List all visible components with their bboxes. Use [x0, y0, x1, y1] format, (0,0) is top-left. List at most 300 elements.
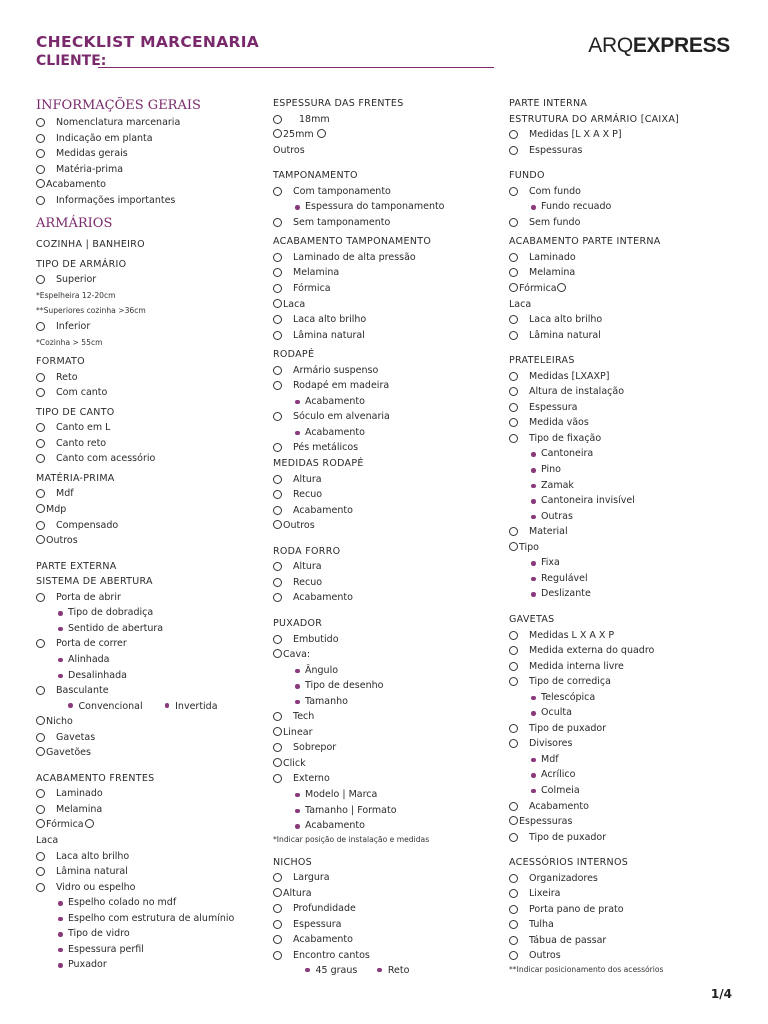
checklist-item[interactable]: Acabamento [36, 177, 256, 193]
checkbox-icon[interactable] [509, 542, 518, 551]
checklist-item[interactable]: Laminado de alta pressão [273, 250, 493, 266]
heading: NICHOS [273, 856, 312, 868]
checkbox-icon[interactable] [273, 743, 282, 752]
checkbox-icon[interactable] [509, 905, 518, 914]
heading: RODA FORRO [273, 545, 341, 557]
heading: TAMPONAMENTO [273, 170, 358, 182]
note: **Indicar posicionamento dos acessórios [509, 964, 664, 974]
checkbox-icon[interactable] [273, 315, 282, 324]
bullet-icon [531, 789, 536, 794]
checkbox-icon[interactable] [36, 535, 45, 544]
checklist-item[interactable]: Porta de abrir [36, 590, 256, 606]
sub-item[interactable]: Tamanho | Formato [273, 803, 493, 819]
bullet-icon [295, 669, 300, 674]
checklist-item[interactable]: Reto [36, 370, 256, 386]
sub-item[interactable]: Colmeia [509, 783, 739, 799]
checklist-item[interactable]: Tipo de fixação [509, 431, 739, 447]
bullet-icon [58, 963, 63, 968]
bullet-icon [58, 658, 63, 663]
sub-item[interactable]: Sentido de abertura [36, 621, 256, 637]
checklist-item[interactable]: Acabamento [273, 503, 493, 519]
checklist-item[interactable]: Nicho [36, 714, 256, 730]
checkbox-icon[interactable] [273, 727, 282, 736]
checklist-item[interactable]: Altura [273, 559, 493, 575]
checkbox-icon[interactable] [273, 284, 282, 293]
checklist-item[interactable]: Indicação em planta [36, 131, 256, 147]
heading: ACABAMENTO FRENTES [36, 772, 155, 784]
checkbox-icon[interactable] [36, 322, 45, 331]
sub-item-row[interactable]: Convencional Invertida [36, 699, 256, 715]
checkbox-icon[interactable] [509, 146, 518, 155]
checkbox-icon[interactable] [509, 268, 518, 277]
checklist-item[interactable]: Profundidade [273, 901, 493, 917]
checklist-item[interactable]: Fórmica [36, 817, 256, 833]
checkbox-icon[interactable] [509, 418, 518, 427]
sub-item[interactable]: Acrílico [509, 767, 739, 783]
checklist-item[interactable]: Com fundo [509, 184, 739, 200]
note: *Indicar posição de instalação e medidas [273, 834, 430, 844]
checkbox-icon[interactable] [36, 819, 45, 828]
checklist-item[interactable]: Fórmica [273, 281, 493, 297]
checkbox-icon[interactable] [36, 439, 45, 448]
bullet-icon [531, 758, 536, 763]
heading: ACESSÓRIOS INTERNOS [509, 857, 629, 869]
checkbox-icon[interactable] [273, 253, 282, 262]
checkbox-icon[interactable] [36, 747, 45, 756]
checklist-item[interactable]: Altura de instalação [509, 384, 739, 400]
bullet-icon [531, 711, 536, 716]
checklist-item[interactable]: Canto em L [36, 420, 256, 436]
sub-item[interactable]: Tamanho [273, 694, 493, 710]
bullet-icon [295, 684, 300, 689]
checkbox-icon[interactable] [36, 489, 45, 498]
heading: FORMATO [36, 356, 85, 368]
checklist-item[interactable]: Medidas [L X A X P] [509, 127, 739, 143]
checklist-item[interactable]: Espessuras [509, 814, 739, 830]
heading: PARTE EXTERNA [36, 560, 117, 572]
checklist-item[interactable]: Rodapé em madeira [273, 378, 493, 394]
checkbox-icon[interactable] [317, 129, 326, 138]
checklist-item[interactable]: Medidas L X A X P [509, 628, 739, 644]
checkbox-icon[interactable] [509, 527, 518, 536]
bullet-icon [531, 773, 536, 778]
checklist-item[interactable]: Lâmina natural [36, 864, 256, 880]
client-label: CLIENTE: [36, 53, 107, 69]
section-title: INFORMAÇÕES GERAIS [36, 98, 201, 113]
checklist-item[interactable]: Fórmica [509, 281, 739, 297]
logo: ARQEXPRESS [588, 34, 730, 57]
checkbox-icon[interactable] [273, 443, 282, 452]
checklist-item[interactable]: Espessuras [509, 143, 739, 159]
sub-item[interactable]: Acabamento [273, 818, 493, 834]
checkbox-icon[interactable] [36, 852, 45, 861]
bullet-icon [531, 205, 536, 210]
checkbox-icon[interactable] [273, 520, 282, 529]
checkbox-icon[interactable] [273, 268, 282, 277]
checklist-item[interactable]: Laca [273, 297, 493, 313]
sub-item[interactable]: Fundo recuado [509, 199, 739, 215]
checklist-item[interactable]: Laminado [36, 786, 256, 802]
checklist-item[interactable]: Porta pano de prato [509, 902, 739, 918]
checkbox-icon[interactable] [36, 134, 45, 143]
heading: ACABAMENTO PARTE INTERNA [509, 236, 661, 248]
sub-item[interactable]: Telescópica [509, 690, 739, 706]
checklist-item[interactable]: Laca alto brilho [273, 312, 493, 328]
checklist-item[interactable]: Matéria-prima [36, 162, 256, 178]
checkbox-icon[interactable] [509, 662, 518, 671]
checklist-item[interactable]: Tipo [509, 540, 739, 556]
checkbox-icon[interactable] [509, 889, 518, 898]
checkbox-icon[interactable] [273, 187, 282, 196]
checklist-item[interactable]: Espessura [509, 400, 739, 416]
checkbox-icon[interactable] [273, 475, 282, 484]
heading: MEDIDAS RODAPÉ [273, 458, 364, 470]
bullet-icon [531, 592, 536, 597]
checklist-item[interactable]: Medidas gerais [36, 146, 256, 162]
checklist-item[interactable]: Material [509, 524, 739, 540]
checkbox-icon[interactable] [273, 774, 282, 783]
checklist-item[interactable]: Basculante [36, 683, 256, 699]
sub-item[interactable]: Tipo de vidro [36, 926, 256, 942]
checkbox-icon[interactable] [36, 521, 45, 530]
checkbox-icon[interactable] [36, 593, 45, 602]
sub-item[interactable]: Alinhada [36, 652, 256, 668]
checkbox-icon[interactable] [509, 816, 518, 825]
plain-label: Laca [36, 834, 59, 846]
checkbox-icon[interactable] [273, 412, 282, 421]
bullet-icon [295, 205, 300, 210]
checkbox-icon[interactable] [509, 646, 518, 655]
checklist-item[interactable]: Cava: [273, 647, 493, 663]
bullet-icon [295, 400, 300, 405]
checkbox-icon[interactable] [36, 423, 45, 432]
checklist-item[interactable]: Largura [273, 870, 493, 886]
checkbox-icon[interactable] [273, 299, 282, 308]
bullet-icon [295, 824, 300, 829]
checkbox-icon[interactable] [36, 118, 45, 127]
checklist-item[interactable]: Canto reto [36, 436, 256, 452]
checkbox-icon[interactable] [36, 789, 45, 798]
heading: TIPO DE CANTO [36, 406, 115, 418]
sub-item[interactable]: Deslizante [509, 586, 739, 602]
checklist-item[interactable]: Medida externa do quadro [509, 643, 739, 659]
heading: PRATELEIRAS [509, 355, 575, 367]
checkbox-icon[interactable] [509, 833, 518, 842]
heading: ACABAMENTO TAMPONAMENTO [273, 236, 432, 248]
checklist-item[interactable]: Mdf [36, 486, 256, 502]
checklist-item[interactable]: Informações importantes [36, 193, 256, 209]
sub-item[interactable]: Puxador [36, 957, 256, 973]
checklist-item[interactable]: Pés metálicos [273, 440, 493, 456]
checklist-item[interactable]: Lixeira [509, 886, 739, 902]
checklist-item[interactable]: Organizadores [509, 871, 739, 887]
checklist-item[interactable]: Linear [273, 725, 493, 741]
checklist-item[interactable]: Melamina [273, 265, 493, 281]
sub-item[interactable]: Tipo de desenho [273, 678, 493, 694]
page-title: CHECKLIST MARCENARIA [36, 33, 260, 51]
bullet-icon [295, 793, 300, 798]
checklist-item[interactable]: 18mm [273, 112, 493, 128]
checklist-item[interactable]: Compensado [36, 518, 256, 534]
sub-item[interactable]: Mdf [509, 752, 739, 768]
checklist-item[interactable]: Lâmina natural [509, 328, 739, 344]
bullet-icon [68, 703, 73, 708]
checklist-item[interactable]: Altura [273, 472, 493, 488]
sub-item[interactable]: Desalinhada [36, 668, 256, 684]
checklist-item[interactable]: Outros [273, 518, 493, 534]
checklist-item[interactable]: Medidas [LXAXP] [509, 369, 739, 385]
checklist-item[interactable]: Tipo de corrediça [509, 674, 739, 690]
sub-item[interactable]: Acabamento [273, 394, 493, 410]
checkbox-icon[interactable] [509, 802, 518, 811]
checklist-item[interactable]: Recuo [273, 575, 493, 591]
bullet-icon [58, 674, 63, 679]
sub-item[interactable]: Modelo | Marca [273, 787, 493, 803]
checkbox-icon[interactable] [509, 253, 518, 262]
checklist-item[interactable]: Tábua de passar [509, 933, 739, 949]
checkbox-icon[interactable] [36, 388, 45, 397]
bullet-icon [531, 468, 536, 473]
checkbox-icon[interactable] [273, 951, 282, 960]
sub-item[interactable]: Cantoneira invisível [509, 493, 739, 509]
heading: MATÉRIA-PRIMA [36, 472, 115, 484]
bullet-icon [58, 932, 63, 937]
checklist-item[interactable]: Acabamento [273, 932, 493, 948]
checkbox-icon[interactable] [36, 165, 45, 174]
client-field-line[interactable] [98, 67, 494, 68]
checklist-item[interactable]: Divisores [509, 736, 739, 752]
checklist-item[interactable]: Tulha [509, 917, 739, 933]
checklist-item[interactable]: Embutido [273, 632, 493, 648]
column-1 [36, 96, 256, 973]
checkbox-icon[interactable] [36, 805, 45, 814]
sub-item[interactable]: Cantoneira [509, 446, 739, 462]
checklist-item[interactable]: Laca alto brilho [36, 849, 256, 865]
bullet-icon [531, 452, 536, 457]
checkbox-icon[interactable] [36, 196, 45, 205]
checkbox-icon[interactable] [273, 331, 282, 340]
checklist-item[interactable]: Sobrepor [273, 740, 493, 756]
heading: SISTEMA DE ABERTURA [36, 576, 153, 588]
checkbox-icon[interactable] [509, 951, 518, 960]
page-number: 1/4 [710, 987, 732, 1001]
checkbox-icon[interactable] [273, 649, 282, 658]
checklist-item[interactable]: Lâmina natural [273, 328, 493, 344]
checklist-item[interactable]: Sem tamponamento [273, 215, 493, 231]
checkbox-icon[interactable] [509, 874, 518, 883]
checklist-item[interactable]: Espessura [273, 917, 493, 933]
sub-item[interactable]: Espessura do tamponamento [273, 199, 493, 215]
checklist-item[interactable]: Medida vãos [509, 415, 739, 431]
bullet-icon [58, 948, 63, 953]
checkbox-icon[interactable] [509, 187, 518, 196]
sub-item[interactable]: Outras [509, 509, 739, 525]
checkbox-icon[interactable] [36, 733, 45, 742]
checklist-item[interactable]: Tech [273, 709, 493, 725]
checkbox-icon[interactable] [273, 873, 282, 882]
checkbox-icon[interactable] [36, 373, 45, 382]
checklist-item[interactable]: Tipo de puxador [509, 830, 739, 846]
checkbox-icon[interactable] [509, 315, 518, 324]
heading: RODAPÉ [273, 349, 315, 361]
checkbox-icon[interactable] [273, 490, 282, 499]
checkbox-icon[interactable] [509, 677, 518, 686]
bullet-icon [58, 627, 63, 632]
heading: PUXADOR [273, 617, 323, 629]
plain-label: Outros [273, 144, 305, 156]
checklist-item[interactable]: Armário suspenso [273, 363, 493, 379]
checkbox-icon[interactable] [273, 758, 282, 767]
sub-item[interactable]: Espessura perfil [36, 942, 256, 958]
checkbox-icon[interactable] [509, 283, 518, 292]
checklist-item[interactable]: Com tamponamento [273, 184, 493, 200]
checkbox-icon[interactable] [509, 434, 518, 443]
bullet-icon [531, 577, 536, 582]
checklist-item[interactable]: Mdp [36, 502, 256, 518]
checklist-item[interactable]: Gavetões [36, 745, 256, 761]
bullet-icon [165, 703, 170, 708]
checkbox-icon[interactable] [36, 275, 45, 284]
sub-item[interactable]: Pino [509, 462, 739, 478]
checklist-item[interactable]: Tipo de puxador [509, 721, 739, 737]
checkbox-icon[interactable] [36, 686, 45, 695]
checkbox-icon[interactable] [273, 115, 282, 124]
checklist-item[interactable]: Inferior [36, 319, 256, 335]
checkbox-icon[interactable] [509, 920, 518, 929]
checkbox-icon[interactable] [36, 867, 45, 876]
bullet-icon [58, 917, 63, 922]
checkbox-icon[interactable] [273, 904, 282, 913]
checkbox-icon[interactable] [273, 593, 282, 602]
bullet-icon [377, 968, 382, 973]
checklist-item[interactable]: 25mm [273, 127, 493, 143]
checkbox-icon[interactable] [509, 372, 518, 381]
sub-item[interactable]: Regulável [509, 571, 739, 587]
checklist-item[interactable]: Com canto [36, 385, 256, 401]
checkbox-icon[interactable] [36, 639, 45, 648]
checkbox-icon[interactable] [85, 819, 94, 828]
checkbox-icon[interactable] [509, 387, 518, 396]
checklist-item[interactable]: Laca alto brilho [509, 312, 739, 328]
subheading: COZINHA | BANHEIRO [36, 239, 145, 251]
checkbox-icon[interactable] [36, 454, 45, 463]
section-title: ARMÁRIOS [36, 216, 113, 232]
checkbox-icon[interactable] [36, 716, 45, 725]
bullet-icon [305, 968, 310, 973]
checklist-item[interactable]: Melamina [36, 802, 256, 818]
checkbox-icon[interactable] [36, 149, 45, 158]
sub-item[interactable]: Espelho com estrutura de alumínio [36, 911, 256, 927]
checklist-item[interactable]: Superior [36, 272, 256, 288]
bullet-icon [58, 901, 63, 906]
checklist-item[interactable]: Outros [509, 948, 739, 964]
checkbox-icon[interactable] [36, 883, 45, 892]
sub-item[interactable]: Zamak [509, 478, 739, 494]
checkbox-icon[interactable] [509, 403, 518, 412]
checklist-item[interactable]: Altura [273, 886, 493, 902]
checkbox-icon[interactable] [273, 635, 282, 644]
checkbox-icon[interactable] [509, 218, 518, 227]
checkbox-icon[interactable] [273, 366, 282, 375]
checklist-item[interactable]: Nomenclatura marcenaria [36, 115, 256, 131]
column-2 [273, 96, 493, 979]
note: **Superiores cozinha >36cm [36, 306, 146, 316]
column-3 [509, 96, 739, 975]
sub-item-row[interactable]: 45 graus Reto [273, 963, 493, 979]
checklist-item[interactable]: Sem fundo [509, 215, 739, 231]
sub-item[interactable]: Tipo de dobradiça [36, 605, 256, 621]
checkbox-icon[interactable] [273, 562, 282, 571]
sub-item[interactable]: Oculta [509, 705, 739, 721]
checkbox-icon[interactable] [273, 218, 282, 227]
checkbox-icon[interactable] [509, 739, 518, 748]
bullet-icon [295, 700, 300, 705]
sub-item[interactable]: Ângulo [273, 663, 493, 679]
checkbox-icon[interactable] [273, 578, 282, 587]
checkbox-icon[interactable] [273, 381, 282, 390]
checklist-item[interactable]: Click [273, 756, 493, 772]
checklist-item[interactable]: Recuo [273, 487, 493, 503]
note: *Cozinha > 55cm [36, 337, 103, 347]
checkbox-icon[interactable] [36, 504, 45, 513]
checklist-item[interactable]: Acabamento [273, 590, 493, 606]
checklist-item[interactable]: Canto com acessório [36, 451, 256, 467]
checklist-item[interactable]: Porta de correr [36, 636, 256, 652]
checkbox-icon[interactable] [273, 129, 282, 138]
checkbox-icon[interactable] [273, 506, 282, 515]
heading: TIPO DE ARMÁRIO [36, 258, 127, 270]
checkbox-icon[interactable] [509, 936, 518, 945]
bullet-icon [531, 484, 536, 489]
heading: ESTRUTURA DO ARMÁRIO [CAIXA] [509, 113, 680, 125]
bullet-icon [531, 499, 536, 504]
checkbox-icon[interactable] [509, 631, 518, 640]
checkbox-icon[interactable] [273, 888, 282, 897]
checkbox-icon[interactable] [509, 331, 518, 340]
bullet-icon [295, 809, 300, 814]
bullet-icon [531, 515, 536, 520]
plain-label: Laca [509, 298, 532, 310]
heading: ESPESSURA DAS FRENTES [273, 98, 404, 109]
sub-item[interactable]: Fixa [509, 555, 739, 571]
checklist-item[interactable]: Gavetas [36, 730, 256, 746]
checklist-item[interactable]: Acabamento [509, 799, 739, 815]
bullet-icon [531, 696, 536, 701]
checkbox-icon[interactable] [273, 920, 282, 929]
sub-item[interactable]: Acabamento [273, 425, 493, 441]
bullet-icon [531, 561, 536, 566]
checkbox-icon[interactable] [273, 935, 282, 944]
bullet-icon [295, 431, 300, 436]
checkbox-icon[interactable] [36, 179, 45, 188]
checkbox-icon[interactable] [557, 283, 566, 292]
checklist-item[interactable]: Externo [273, 771, 493, 787]
checklist-item[interactable]: Laminado [509, 250, 739, 266]
checklist-item[interactable]: Sóculo em alvenaria [273, 409, 493, 425]
sub-item[interactable]: Espelho colado no mdf [36, 895, 256, 911]
checkbox-icon[interactable] [509, 724, 518, 733]
checkbox-icon[interactable] [273, 712, 282, 721]
checklist-item[interactable]: Outros [36, 533, 256, 549]
note: *Espelheira 12-20cm [36, 290, 116, 300]
bullet-icon [58, 611, 63, 616]
heading: GAVETAS [509, 613, 555, 625]
checklist-item[interactable]: Encontro cantos [273, 948, 493, 964]
checklist-item[interactable]: Vidro ou espelho [36, 880, 256, 896]
checkbox-icon[interactable] [509, 130, 518, 139]
checklist-item[interactable]: Melamina [509, 265, 739, 281]
checklist-item[interactable]: Medida interna livre [509, 659, 739, 675]
